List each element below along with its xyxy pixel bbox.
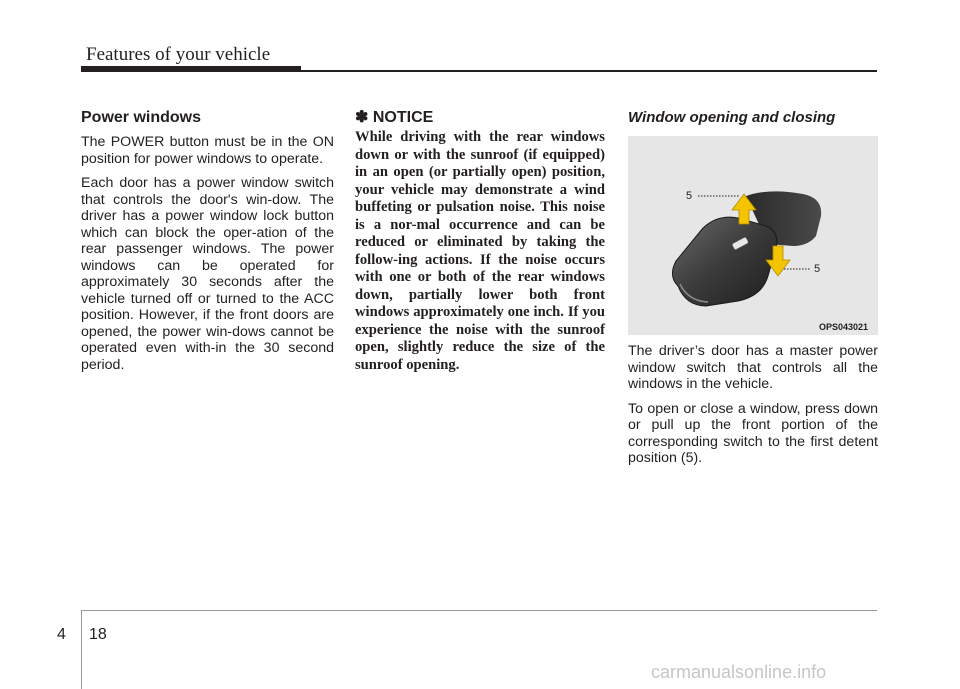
column-notice	[355, 108, 605, 374]
window-switch-body	[672, 217, 776, 306]
footer-divider	[81, 610, 82, 689]
window-switch-figure	[628, 136, 878, 335]
column-power-windows	[81, 108, 334, 381]
window-opening-paragraph-1: The driver’s door has a master power window switch that controls all the windows in the vehicle.	[628, 343, 878, 392]
notice-text: While driving with the rear windows down or with the sunroof (if equipped) in an open (or partially open) position, your vehicle may demonstrate a wind buffeting or pulsation noise. This noise is a nor-mal occurrence and can be reduced or eliminated by taking the follow-ing actions. If the noise occurs with one or both of the rear windows down, partially lower both front windows approximately one inch. If you experience the noise with the sunroof open, slightly reduce the size of the sunroof opening.	[355, 129, 605, 373]
column-window-opening	[628, 108, 878, 475]
window-opening-paragraph-2: To open or close a window, press down or pull up the front portion of the corresponding switch to the first detent position (5).	[628, 400, 878, 466]
header-bar-thick	[81, 66, 301, 72]
window-switch-illustration	[628, 136, 878, 335]
watermark: carmanualsonline.info	[651, 662, 827, 682]
window-opening-heading: Window opening and closing	[628, 109, 836, 126]
footer-page-number: 18	[89, 626, 107, 643]
notice-heading: ✽ NOTICE	[355, 109, 434, 126]
footer-section-number: 4	[57, 626, 66, 643]
footer-rule	[81, 610, 877, 611]
header-bar-thin	[301, 70, 877, 72]
power-windows-heading: Power windows	[81, 109, 202, 126]
page-header-title: Features of your vehicle	[86, 44, 271, 65]
figure-label-top: 5	[686, 190, 693, 202]
figure-code: OPS043021	[818, 322, 868, 332]
power-windows-paragraph-2: Each door has a power window switch that controls the door's win-dow. The driver has a power window lock button which can block the oper-ation of the rear passenger windows. The power windows can be operated for approximately 30 seconds after the vehicle turned off or turned to the ACC position. However, if the front doors are opened, the power win-dows cannot be operated even with-in the 30 second period.	[81, 175, 334, 373]
figure-label-bottom: 5	[814, 263, 821, 275]
power-windows-paragraph-1: The POWER button must be in the ON position for power windows to operate.	[81, 134, 334, 167]
